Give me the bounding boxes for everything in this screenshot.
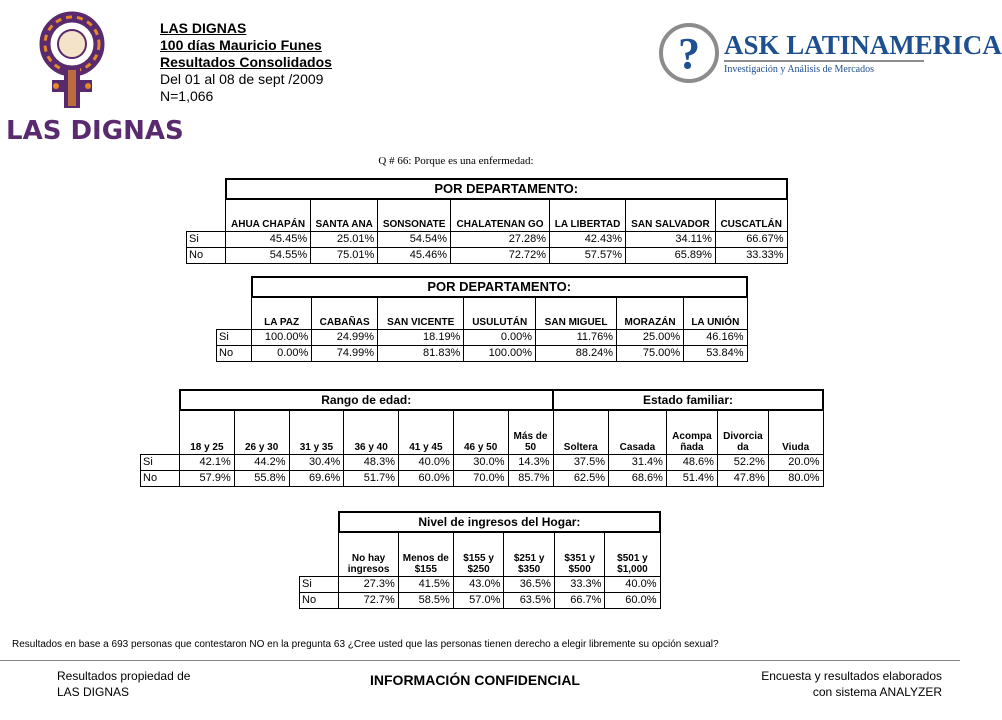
value-cell: 54.54%	[378, 231, 451, 247]
value-cell: 100.00%	[252, 329, 312, 345]
value-cell: 57.0%	[453, 592, 504, 608]
corner-cell	[217, 297, 252, 329]
value-cell: 44.2%	[234, 454, 289, 470]
corner-cell	[187, 199, 226, 231]
column-header: Soltera	[553, 410, 609, 454]
column-header: 26 y 30	[234, 410, 289, 454]
corner-cell	[141, 390, 180, 410]
table-title: Nivel de ingresos del Hogar:	[339, 512, 660, 532]
table-row	[300, 592, 661, 608]
table-row	[187, 231, 788, 247]
row-label: Si	[187, 231, 226, 247]
value-cell: 65.89%	[626, 247, 716, 263]
value-cell: 43.0%	[453, 576, 504, 592]
column-header: Menos de $155	[398, 532, 453, 576]
brand-line: LAS DIGNAS	[160, 20, 247, 36]
base-note: Resultados en base a 693 personas que contestaron NO en la pregunta 63 ¿Cree usted que las personas tienen derecho a elegir libremente su opción sexual?	[12, 639, 719, 650]
column-header: CABAÑAS	[312, 297, 378, 329]
value-cell: 57.9%	[180, 470, 235, 486]
row-label: Si	[300, 576, 339, 592]
value-cell: 85.7%	[508, 470, 553, 486]
value-cell: 70.0%	[453, 470, 508, 486]
column-header: CHALATENAN GO	[451, 199, 550, 231]
value-cell: 66.67%	[715, 231, 787, 247]
value-cell: 72.72%	[451, 247, 550, 263]
value-cell: 31.4%	[609, 454, 667, 470]
table-row	[141, 470, 824, 486]
footer-left	[57, 668, 190, 700]
column-header: LA UNIÓN	[684, 297, 747, 329]
value-cell: 48.3%	[344, 454, 399, 470]
value-cell: 0.00%	[464, 329, 536, 345]
value-cell: 37.5%	[553, 454, 609, 470]
question-mark-icon	[658, 22, 720, 84]
column-header: SAN MIGUEL	[536, 297, 617, 329]
value-cell: 75.00%	[617, 345, 684, 361]
logo-right-tagline: Investigación y Análisis de Mercados	[724, 64, 874, 75]
value-cell: 0.00%	[252, 345, 312, 361]
column-header: MORAZÁN	[617, 297, 684, 329]
value-cell: 30.4%	[289, 454, 344, 470]
value-cell: 60.0%	[399, 470, 454, 486]
corner-cell	[300, 512, 339, 532]
report-header	[160, 20, 332, 105]
row-label: Si	[217, 329, 252, 345]
value-cell: 53.84%	[684, 345, 747, 361]
column-header: Divorcia da	[717, 410, 768, 454]
value-cell: 68.6%	[609, 470, 667, 486]
value-cell: 52.2%	[717, 454, 768, 470]
column-header: 31 y 35	[289, 410, 344, 454]
table-title: POR DEPARTAMENTO:	[252, 277, 748, 297]
column-header: SANTA ANA	[311, 199, 378, 231]
column-header: CUSCATLÁN	[715, 199, 787, 231]
table-row	[187, 247, 788, 263]
footer-left-line1: Resultados propiedad de	[57, 669, 191, 683]
group-title-family: Estado familiar:	[553, 390, 823, 410]
footer-right	[680, 668, 942, 700]
value-cell: 81.83%	[378, 345, 464, 361]
value-cell: 25.00%	[617, 329, 684, 345]
value-cell: 41.5%	[398, 576, 453, 592]
question-title: Q # 66: Porque es una enfermedad:	[378, 155, 534, 167]
column-header: SAN SALVADOR	[626, 199, 716, 231]
value-cell: 58.5%	[398, 592, 453, 608]
column-header: SONSONATE	[378, 199, 451, 231]
table-row	[217, 345, 748, 361]
value-cell: 18.19%	[378, 329, 464, 345]
column-header: 18 y 25	[180, 410, 235, 454]
footer-right-line2: con sistema ANALYZER	[812, 685, 942, 699]
value-cell: 62.5%	[553, 470, 609, 486]
value-cell: 30.0%	[453, 454, 508, 470]
row-label: No	[300, 592, 339, 608]
value-cell: 20.0%	[768, 454, 823, 470]
column-header: $251 y $350	[504, 532, 555, 576]
value-cell: 75.01%	[311, 247, 378, 263]
las-dignas-logo	[4, 6, 184, 148]
value-cell: 100.00%	[464, 345, 536, 361]
column-header: No hay ingresos	[339, 532, 399, 576]
sample-size: N=1,066	[160, 88, 214, 104]
column-header: AHUA CHAPÁN	[226, 199, 311, 231]
confidential-label: INFORMACIÓN CONFIDENCIAL	[370, 672, 580, 688]
value-cell: 36.5%	[504, 576, 555, 592]
table-title: POR DEPARTAMENTO:	[226, 179, 788, 199]
footer-right-line1: Encuesta y resultados elaborados	[761, 669, 942, 683]
corner-cell	[141, 410, 180, 454]
row-label: No	[141, 470, 180, 486]
group-title-age: Rango de edad:	[180, 390, 554, 410]
logo-right-main: ASK LATINAMERICA	[724, 30, 1002, 60]
value-cell: 55.8%	[234, 470, 289, 486]
logo-left-text: LAS DIGNAS	[6, 116, 184, 146]
value-cell: 66.7%	[554, 592, 605, 608]
table-department-2	[216, 276, 748, 362]
table-age-family	[140, 389, 824, 487]
column-header: 36 y 40	[344, 410, 399, 454]
value-cell: 34.11%	[626, 231, 716, 247]
column-header: Viuda	[768, 410, 823, 454]
value-cell: 88.24%	[536, 345, 617, 361]
value-cell: 24.99%	[312, 329, 378, 345]
value-cell: 80.0%	[768, 470, 823, 486]
value-cell: 72.7%	[339, 592, 399, 608]
column-header: LA PAZ	[252, 297, 312, 329]
value-cell: 57.57%	[550, 247, 626, 263]
value-cell: 63.5%	[504, 592, 555, 608]
footer-left-line2: LAS DIGNAS	[57, 685, 130, 699]
column-header: Casada	[609, 410, 667, 454]
table-row	[217, 329, 748, 345]
table-department-1	[186, 178, 788, 264]
table-income	[299, 511, 661, 609]
value-cell: 46.16%	[684, 329, 747, 345]
logo-divider	[724, 60, 924, 62]
column-header: $501 y $1,000	[605, 532, 660, 576]
value-cell: 69.6%	[289, 470, 344, 486]
value-cell: 27.3%	[339, 576, 399, 592]
value-cell: 42.1%	[180, 454, 235, 470]
value-cell: 74.99%	[312, 345, 378, 361]
value-cell: 25.01%	[311, 231, 378, 247]
column-header: Acompa ñada	[666, 410, 717, 454]
column-header: 41 y 45	[399, 410, 454, 454]
value-cell: 40.0%	[399, 454, 454, 470]
subtitle-2: Resultados Consolidados	[160, 54, 332, 70]
column-header: LA LIBERTAD	[550, 199, 626, 231]
row-label: Si	[141, 454, 180, 470]
column-header: 46 y 50	[453, 410, 508, 454]
column-header: USULUTÁN	[464, 297, 536, 329]
table-row	[300, 576, 661, 592]
ask-latinamerica-logo	[658, 22, 1002, 84]
value-cell: 54.55%	[226, 247, 311, 263]
value-cell: 33.33%	[715, 247, 787, 263]
corner-cell	[187, 179, 226, 199]
value-cell: 47.8%	[717, 470, 768, 486]
column-header: SAN VICENTE	[378, 297, 464, 329]
corner-cell	[300, 532, 339, 576]
value-cell: 48.6%	[666, 454, 717, 470]
value-cell: 45.46%	[378, 247, 451, 263]
value-cell: 45.45%	[226, 231, 311, 247]
svg-text:?: ?	[678, 29, 700, 78]
corner-cell	[217, 277, 252, 297]
row-label: No	[187, 247, 226, 263]
value-cell: 14.3%	[508, 454, 553, 470]
value-cell: 40.0%	[605, 576, 660, 592]
subtitle-1: 100 días Mauricio Funes	[160, 37, 322, 53]
value-cell: 27.28%	[451, 231, 550, 247]
table-row	[141, 454, 824, 470]
value-cell: 33.3%	[554, 576, 605, 592]
value-cell: 60.0%	[605, 592, 660, 608]
date-range: Del 01 al 08 de sept /2009	[160, 71, 324, 87]
value-cell: 11.76%	[536, 329, 617, 345]
footer-divider	[0, 660, 960, 661]
column-header: $351 y $500	[554, 532, 605, 576]
column-header: Más de 50	[508, 410, 553, 454]
value-cell: 51.4%	[666, 470, 717, 486]
row-label: No	[217, 345, 252, 361]
value-cell: 51.7%	[344, 470, 399, 486]
column-header: $155 y $250	[453, 532, 504, 576]
value-cell: 42.43%	[550, 231, 626, 247]
